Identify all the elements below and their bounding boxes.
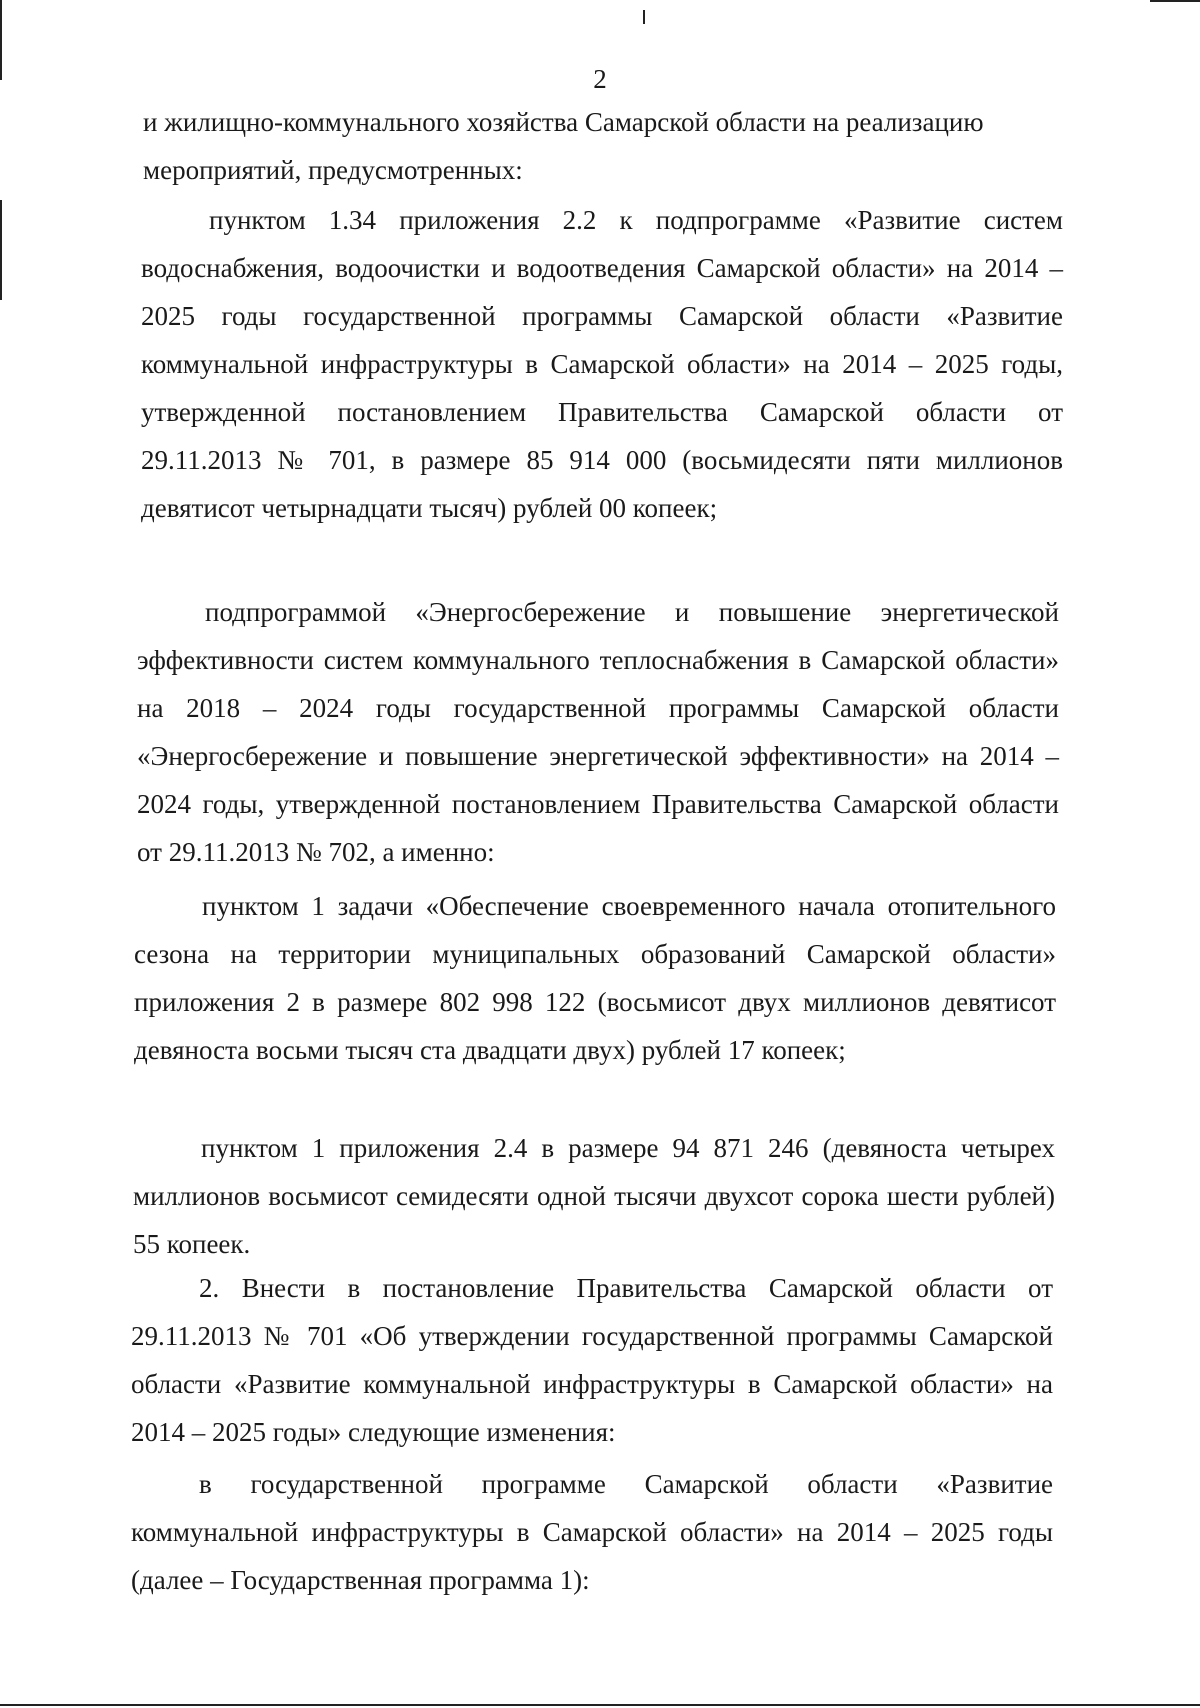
paragraph-continuation-line-1: и жилищно-коммунального хозяйства Самарской области на реализацию <box>143 107 984 137</box>
paragraph-item-1-task: пунктом 1 задачи «Обеспечение своевременного начала отопительного сезона на территории муниципальных образований Самарской области» приложения 2 в размере 802 998 122 (восьмисот двух миллионов девятисот девяноста восьми тысяч ста двадцати двух) рублей 17 копеек; <box>134 891 1056 1065</box>
paragraph-continuation-line-2: мероприятий, предусмотренных: <box>143 155 523 185</box>
paragraph-subprogram-energy: подпрограммой «Энергосбережение и повышение энергетической эффективности систем коммунального теплоснабжения в Самарской области» на 2018 – 2024 годы государственной программы Самарской области «Энергосбережение и повышение энергетической эффективности» на 2014 – 2024 годы, утвержденной постановлением Правительства Самарской области от 29.11.2013 № 702, а именно: <box>137 597 1059 867</box>
paragraph-item-1-34: пунктом 1.34 приложения 2.2 к подпрограмме «Развитие систем водоснабжения, водоочистки и водоотведения Самарской области» на 2014 – 2025 годы государственной программы Самарской области «Развитие коммунальной инфраструктуры в Самарской области» на 2014 – 2025 годы, утвержденной постановлением Правительства Самарской области от 29.11.2013 № 701, в размере 85 914 000 (восьмидесяти пяти миллионов девятисот четырнадцати тысяч) рублей 00 копеек; <box>141 205 1063 523</box>
scan-mark-corner-top-right <box>1150 0 1200 2</box>
page-number: 2 <box>593 64 607 94</box>
scan-mark-bottom <box>0 1704 1200 1706</box>
paragraph-state-program: в государственной программе Самарской области «Развитие коммунальной инфраструктуры в Самарской области» на 2014 – 2025 годы (далее – Государственная программа 1): <box>131 1469 1053 1595</box>
paragraph-item-1-appendix-2-4: пунктом 1 приложения 2.4 в размере 94 871 246 (девяноста четырех миллионов восьмисот семидесяти одной тысячи двухсот сорока шести рублей) 55 копеек. <box>133 1133 1055 1259</box>
scan-mark-left-middle <box>0 200 2 300</box>
scan-mark-top <box>643 10 645 24</box>
paragraph-point-2: 2. Внести в постановление Правительства Самарской области от 29.11.2013 № 701 «Об утверждении государственной программы Самарской области «Развитие коммунальной инфраструктуры в Самарской области» на 2014 – 2025 годы» следующие изменения: <box>131 1273 1053 1447</box>
